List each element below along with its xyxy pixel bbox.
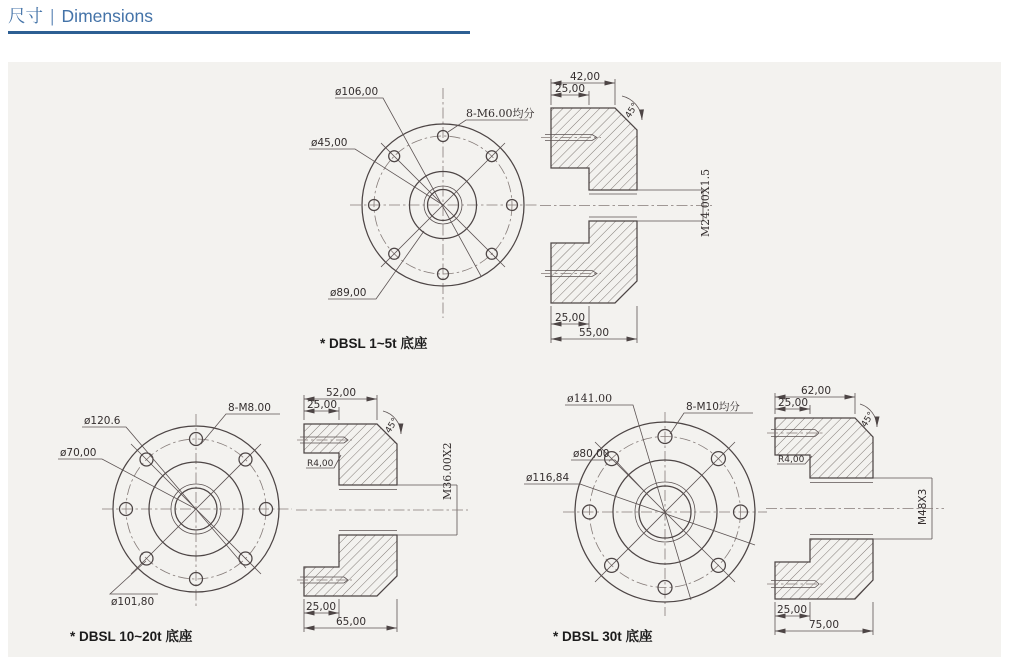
- fillet-note: R4,00: [307, 459, 334, 469]
- dim-65: 65,00: [335, 616, 367, 628]
- chamfer-note: 45°: [859, 410, 877, 430]
- dim-42: 42,00: [569, 71, 601, 83]
- side-section-10-20t: [296, 387, 468, 632]
- front-view-30t: [524, 392, 767, 616]
- front-view-1-5t: [309, 86, 537, 318]
- dim-25-top: 25,00: [554, 83, 586, 95]
- page-title: [8, 2, 470, 30]
- drawing-dbsl-1-5t: [309, 71, 712, 351]
- chamfer-note: 45°: [383, 416, 401, 436]
- caption-dbsl-1-5t: * DBSL 1~5t 底座: [320, 336, 428, 351]
- caption-dbsl-10-20t: * DBSL 10~20t 底座: [70, 629, 193, 644]
- dim-25-bottom: 25,00: [776, 604, 808, 616]
- label-outer-diameter: ø141.00: [567, 392, 613, 405]
- front-view-10-20t: [58, 402, 292, 608]
- label-bolt-circle: ø101,80: [111, 596, 155, 608]
- section-header: [8, 2, 470, 34]
- label-bolt-note: 8-M8.00: [228, 402, 271, 414]
- title-en: Dimensions: [61, 6, 153, 26]
- header-underline: [8, 31, 470, 34]
- thread-callout-m24: M24.00X1.5: [699, 168, 712, 237]
- caption-dbsl-30t: * DBSL 30t 底座: [553, 629, 653, 644]
- fillet-note: R4,00: [778, 455, 805, 465]
- dimension-drawings: [8, 62, 1001, 657]
- side-section-1-5t: [540, 71, 712, 343]
- side-section-30t: [766, 385, 944, 635]
- label-bolt-circle: ø116,84: [526, 472, 570, 484]
- label-bolt-circle: ø89,00: [330, 287, 367, 299]
- label-inner-diameter: ø45,00: [311, 137, 348, 149]
- chamfer-note: 45°: [623, 101, 641, 121]
- drawing-dbsl-10-20t: [58, 387, 468, 644]
- label-inner-diameter: ø70,00: [60, 447, 97, 459]
- dim-52: 52,00: [325, 387, 357, 399]
- front-labels-10-20t: [58, 402, 280, 608]
- dim-25-bottom: 25,00: [554, 312, 586, 324]
- thread-callout-m48: M48X3: [917, 488, 929, 525]
- front-labels-1-5t: [309, 86, 534, 299]
- dim-62: 62,00: [800, 385, 832, 397]
- thread-callout-m36: M36.00X2: [441, 442, 454, 500]
- dim-25-bottom: 25,00: [305, 601, 337, 613]
- label-bolt-note: 8-M6.00均分: [466, 107, 535, 120]
- dim-25-top: 25,00: [777, 397, 809, 409]
- label-bolt-note: 8-M10均分: [686, 401, 740, 413]
- dim-55: 55,00: [578, 327, 610, 339]
- dim-75: 75,00: [808, 619, 840, 631]
- drawings-panel: [8, 62, 1001, 657]
- label-outer-diameter: ø120.6: [84, 415, 121, 427]
- dim-25-top: 25,00: [306, 399, 338, 411]
- title-zh: 尺寸: [8, 6, 43, 26]
- title-separator: |: [50, 6, 55, 26]
- label-outer-diameter: ø106,00: [335, 86, 379, 98]
- label-inner-diameter: ø80,00: [573, 448, 610, 460]
- drawing-dbsl-30t: [524, 385, 944, 644]
